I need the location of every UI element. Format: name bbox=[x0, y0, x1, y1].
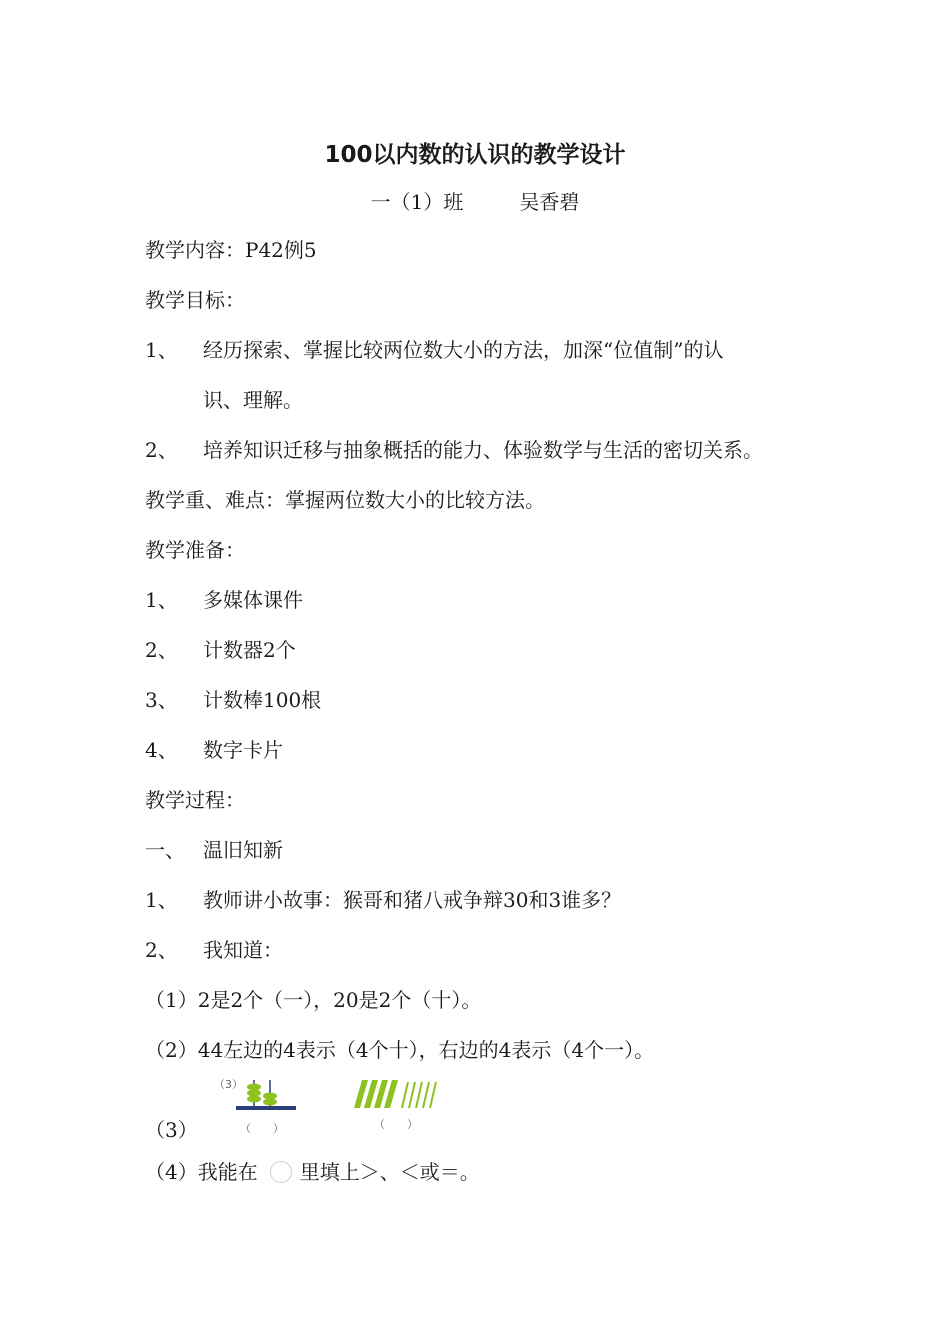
abacus-bead bbox=[263, 1093, 277, 1100]
teacher-name: 吴香碧 bbox=[519, 190, 580, 214]
abacus-bead bbox=[263, 1099, 277, 1106]
stick bbox=[409, 1082, 415, 1108]
goal-1-line1: 经历探索、掌握比较两位数大小的方法，加深“位值制”的认 bbox=[203, 338, 724, 362]
prep-2-num: 2、 bbox=[145, 638, 178, 662]
section-1-num: 一、 bbox=[145, 838, 185, 862]
abacus-base bbox=[236, 1106, 296, 1110]
prep-3-num: 3、 bbox=[145, 688, 178, 712]
prep-1-text: 多媒体课件 bbox=[203, 588, 303, 612]
item-3-label: （3） bbox=[145, 1118, 198, 1142]
abacus-figure bbox=[234, 1076, 298, 1112]
goal-1-line2: 识、理解。 bbox=[203, 388, 303, 412]
prep-2-text: 计数器2个 bbox=[203, 638, 296, 662]
abacus-bead bbox=[247, 1096, 261, 1103]
stick bbox=[402, 1082, 408, 1108]
figure-blank-1: （ ） bbox=[240, 1122, 284, 1135]
prep-1-num: 1、 bbox=[145, 588, 178, 612]
goal-2-num: 2、 bbox=[145, 438, 178, 462]
key-points: 教学重、难点：掌握两位数大小的比较方法。 bbox=[145, 488, 545, 512]
prep-3-text: 计数棒100根 bbox=[203, 688, 322, 712]
figure-blank-2: （ ） bbox=[374, 1118, 418, 1131]
goal-2-line1: 培养知识迁移与抽象概括的能力、体验数学与生活的密切关系。 bbox=[203, 438, 763, 462]
compare-circle-icon bbox=[270, 1161, 292, 1183]
single-sticks bbox=[402, 1082, 436, 1108]
prep-4-num: 4、 bbox=[145, 738, 178, 762]
process-2-text: 我知道： bbox=[203, 938, 283, 962]
stick bbox=[430, 1082, 436, 1108]
abacus-bead bbox=[247, 1090, 261, 1097]
process-label: 教学过程： bbox=[145, 788, 245, 812]
item-4-prefix: （4）我能在 bbox=[145, 1160, 258, 1184]
figure-small-label: （3） bbox=[214, 1078, 243, 1091]
know-item-2: （2）44左边的4表示（4个十），右边的4表示（4个一）。 bbox=[145, 1038, 655, 1062]
prep-label: 教学准备： bbox=[145, 538, 245, 562]
know-item-1: （1）2是2个（一），20是2个（十）。 bbox=[145, 988, 482, 1012]
content-label: 教学内容：P42例5 bbox=[145, 238, 317, 262]
stick bbox=[423, 1082, 429, 1108]
class-name: 一（1）班 bbox=[370, 190, 464, 214]
prep-4-text: 数字卡片 bbox=[203, 738, 283, 762]
document-subtitle bbox=[0, 186, 950, 215]
counting-sticks-figure bbox=[346, 1078, 442, 1112]
section-1-text: 温旧知新 bbox=[203, 838, 283, 862]
process-1-text: 教师讲小故事：猴哥和猪八戒争辩30和3谁多？ bbox=[203, 888, 622, 912]
item-4 bbox=[145, 1158, 480, 1186]
goal-1-num: 1、 bbox=[145, 338, 178, 362]
process-1-num: 1、 bbox=[145, 888, 178, 912]
document-title: 100以内数的认识的教学设计 bbox=[324, 142, 626, 168]
goals-label: 教学目标： bbox=[145, 288, 245, 312]
stick-bundles bbox=[354, 1080, 398, 1108]
process-2-num: 2、 bbox=[145, 938, 178, 962]
stick bbox=[416, 1082, 422, 1108]
abacus-bead bbox=[247, 1084, 261, 1091]
item-4-suffix: 里填上＞、＜或＝。 bbox=[299, 1160, 480, 1184]
